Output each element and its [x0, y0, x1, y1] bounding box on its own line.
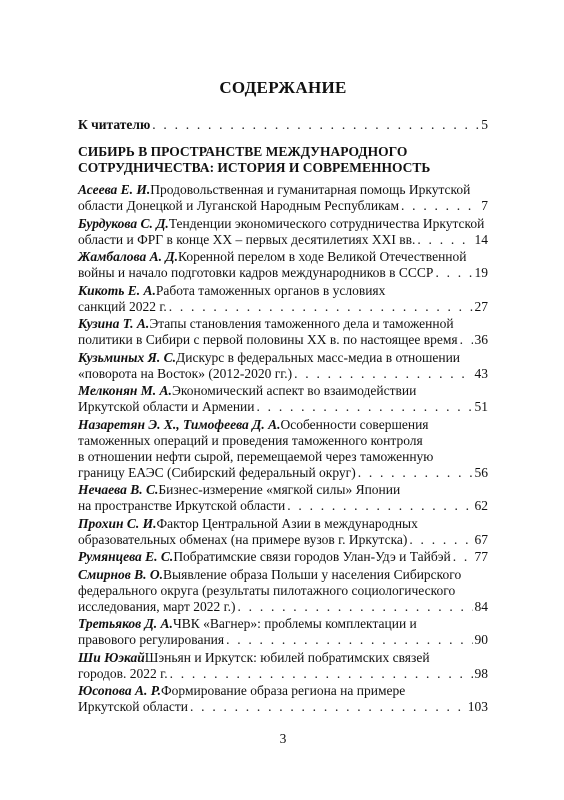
section-heading-line: СОТРУДНИЧЕСТВА: ИСТОРИЯ И СОВРЕМЕННОСТЬ [78, 160, 431, 175]
toc-entry-title: Работа таможенных органов в условиях [155, 282, 386, 298]
toc-entry-line [78, 616, 488, 632]
toc-entry-title: на пространстве Иркутской области [78, 498, 286, 513]
toc-entry-title: санкций 2022 г. [78, 298, 167, 314]
toc-entry-title: Побратимские связи городов Улан-Удэ и Тайбэй [173, 549, 451, 564]
toc-entry-line [78, 399, 488, 415]
toc-entry [78, 249, 488, 281]
toc-entry-title: Экономический аспект во взаимодействии [171, 383, 417, 398]
toc-entry [78, 683, 488, 715]
toc-entry-page: 36 [474, 332, 488, 347]
toc-entry-author: Ши Юэкай [78, 649, 145, 665]
toc-entry-title: образовательных обменах (на примере вузов г. Иркутска) [78, 531, 408, 547]
toc-entry [78, 350, 488, 382]
toc-entry-line [78, 683, 488, 699]
toc-entry [78, 650, 488, 682]
intro-label: К читателю [78, 117, 151, 132]
toc-entry-page: 84 [474, 598, 488, 614]
toc-entry [78, 316, 488, 348]
toc-entry-author: Жамбалова А. Д. [78, 249, 178, 264]
toc-entry-page: 90 [474, 632, 488, 647]
toc-entry-author: Назаретян Э. Х., Тимофеева Д. А. [78, 416, 281, 432]
dot-leader [257, 399, 473, 415]
dot-leader [460, 332, 473, 348]
toc-entry-author: Смирнов В. О. [78, 566, 164, 582]
toc-entry-page: 51 [474, 399, 488, 414]
toc-entry [78, 383, 488, 415]
toc-entry-author: Нечаева В. С. [78, 482, 159, 497]
toc-entry-title: Иркутской области [78, 699, 189, 714]
toc-entry-title: исследования, март 2022 г.) [78, 598, 236, 614]
toc-entry-author: Кузьминых Я. С. [78, 349, 177, 365]
toc-entry-page: 77 [474, 549, 488, 564]
toc-entry-title: Этапы становления таможенного дела и таможенной [149, 316, 454, 331]
toc-entry-author: Мелконян М. А. [78, 383, 172, 398]
toc-entry-title: в отношении нефти сырой, перемещаемой через таможенную [78, 448, 434, 464]
toc-entry-author: Румянцева Е. С. [78, 549, 174, 564]
toc-entry-title: Дискурс в федеральных масс-медиа в отношении [176, 349, 461, 365]
toc-entry-title: городов. 2022 г. [78, 665, 168, 681]
toc-entry-line [78, 350, 488, 366]
contents-page [78, 0, 488, 800]
toc-entry-author: Бурдукова С. Д. [78, 215, 169, 231]
toc-entry-page: 19 [474, 265, 488, 280]
toc-entry-page: 43 [474, 365, 488, 381]
toc-entry-author: Кикоть Е. А. [78, 282, 156, 298]
toc-entry-title: Выявление образа Польши у населения Сибирского [163, 566, 462, 582]
toc-entry-page: 56 [474, 464, 488, 480]
dot-leader [190, 699, 466, 715]
dot-leader [170, 666, 473, 682]
toc-entry-title: Иркутской области и Армении [78, 399, 255, 414]
toc-entry-line [78, 265, 488, 281]
toc-entry-page: 67 [474, 531, 488, 547]
dot-leader [358, 465, 473, 481]
toc-entry-title: правового регулирования [78, 632, 225, 647]
toc-entry-line [78, 549, 488, 565]
dot-leader [226, 632, 472, 648]
toc-entry-line [78, 216, 488, 232]
toc-entry [78, 616, 488, 648]
toc-entry-title: федерального округа (результаты пилотажного социологического [78, 582, 456, 598]
toc-entry-page: 62 [474, 498, 488, 513]
toc-entry [78, 549, 488, 565]
toc-entries [78, 182, 488, 717]
toc-entry-title: Особенности совершения [280, 416, 429, 432]
toc-entry-title: Продовольственная и гуманитарная помощь Иркутской [150, 182, 471, 197]
toc-entry-line [78, 316, 488, 332]
toc-entry-line [78, 332, 488, 348]
toc-entry-page: 103 [467, 699, 488, 714]
toc-entry-line [78, 417, 488, 433]
toc-entry-line [78, 699, 488, 715]
toc-entry-title: Формирование образа региона на примере [161, 683, 406, 698]
toc-entry-line [78, 449, 488, 465]
toc-entry [78, 417, 488, 481]
toc-entry-title: Шэньян и Иркутск: юбилей побратимских связей [144, 649, 430, 665]
dot-leader [238, 599, 473, 615]
toc-entry [78, 482, 488, 514]
toc-entry-line [78, 532, 488, 548]
toc-entry-title: политики в Сибири с первой половины ХХ в. по настоящее время [78, 332, 458, 347]
toc-entry-title: Коренной перелом в ходе Великой Отечественной [177, 249, 467, 264]
dot-leader [294, 366, 472, 382]
toc-entry-title: границу ЕАЭС (Сибирский федеральный округ) [78, 464, 356, 480]
toc-entry-line [78, 182, 488, 198]
toc-entry-title: Бизнес-измерение «мягкой силы» Японии [158, 482, 401, 497]
toc-entry-author: Асеева Е. И. [78, 182, 151, 197]
dot-leader [287, 498, 472, 514]
toc-entry-author: Юсопова А. Р. [78, 683, 162, 698]
toc-entry-author: Третьяков Д. А. [78, 616, 173, 631]
footer-page-number: 3 [279, 731, 287, 746]
toc-entry-line [78, 198, 488, 214]
toc-entry-line [78, 366, 488, 382]
toc-entry-line [78, 567, 488, 583]
toc-entry-author: Прохин С. И. [78, 515, 157, 531]
toc-entry [78, 567, 488, 615]
toc-entry-title: таможенных операций и проведения таможенного контроля [78, 432, 423, 448]
toc-entry-line [78, 283, 488, 299]
toc-entry-page: 7 [481, 198, 488, 213]
toc-entry-title: ЧВК «Вагнер»: проблемы комплектации и [172, 616, 417, 631]
toc-entry-page: 98 [474, 665, 488, 681]
toc-entry-line [78, 498, 488, 514]
toc-entry-title: войны и начало подготовки кадров международников в СССР [78, 265, 434, 280]
dot-leader [169, 299, 473, 315]
toc-entry-line [78, 299, 488, 315]
toc-entry-line [78, 232, 488, 248]
toc-entry-title: Фактор Центральной Азии в международных [156, 515, 418, 531]
toc-entry-author: Кузина Т. А. [78, 316, 150, 331]
toc-entry-page: 27 [474, 298, 488, 314]
toc-entry-line [78, 650, 488, 666]
section-heading [78, 144, 488, 176]
toc-entry-line [78, 383, 488, 399]
toc-entry-line [78, 482, 488, 498]
toc-entry [78, 516, 488, 548]
toc-entry-title: области Донецкой и Луганской Народным Республикам [78, 198, 400, 213]
intro-page-number: 5 [481, 117, 488, 132]
section-heading-line: СИБИРЬ В ПРОСТРАНСТВЕ МЕЖДУНАРОДНОГО [78, 144, 408, 159]
dot-leader [417, 232, 472, 248]
toc-entry-title: области и ФРГ в конце ХХ – первых десятилетиях XXI вв. [78, 231, 416, 247]
toc-entry-title: «поворота на Восток» (2012-2020 гг.) [78, 365, 293, 381]
toc-entry-line [78, 666, 488, 682]
toc-entry-line [78, 599, 488, 615]
dot-leader [401, 198, 479, 214]
toc-entry-line [78, 433, 488, 449]
toc-entry-line [78, 516, 488, 532]
toc-entry [78, 216, 488, 248]
toc-entry-line [78, 583, 488, 599]
toc-entry [78, 283, 488, 315]
toc-entry-line [78, 632, 488, 648]
toc-intro-entry [78, 117, 488, 133]
page-title: СОДЕРЖАНИЕ [219, 78, 347, 97]
dot-leader [409, 532, 472, 548]
dot-leader [453, 549, 473, 565]
dot-leader [435, 265, 472, 281]
toc-entry-title: Тенденции экономического сотрудничества Иркутской [168, 215, 485, 231]
toc-entry-page: 14 [474, 231, 488, 247]
toc-entry-line [78, 465, 488, 481]
toc-entry [78, 182, 488, 214]
toc-entry-line [78, 249, 488, 265]
dot-leader [152, 117, 479, 133]
